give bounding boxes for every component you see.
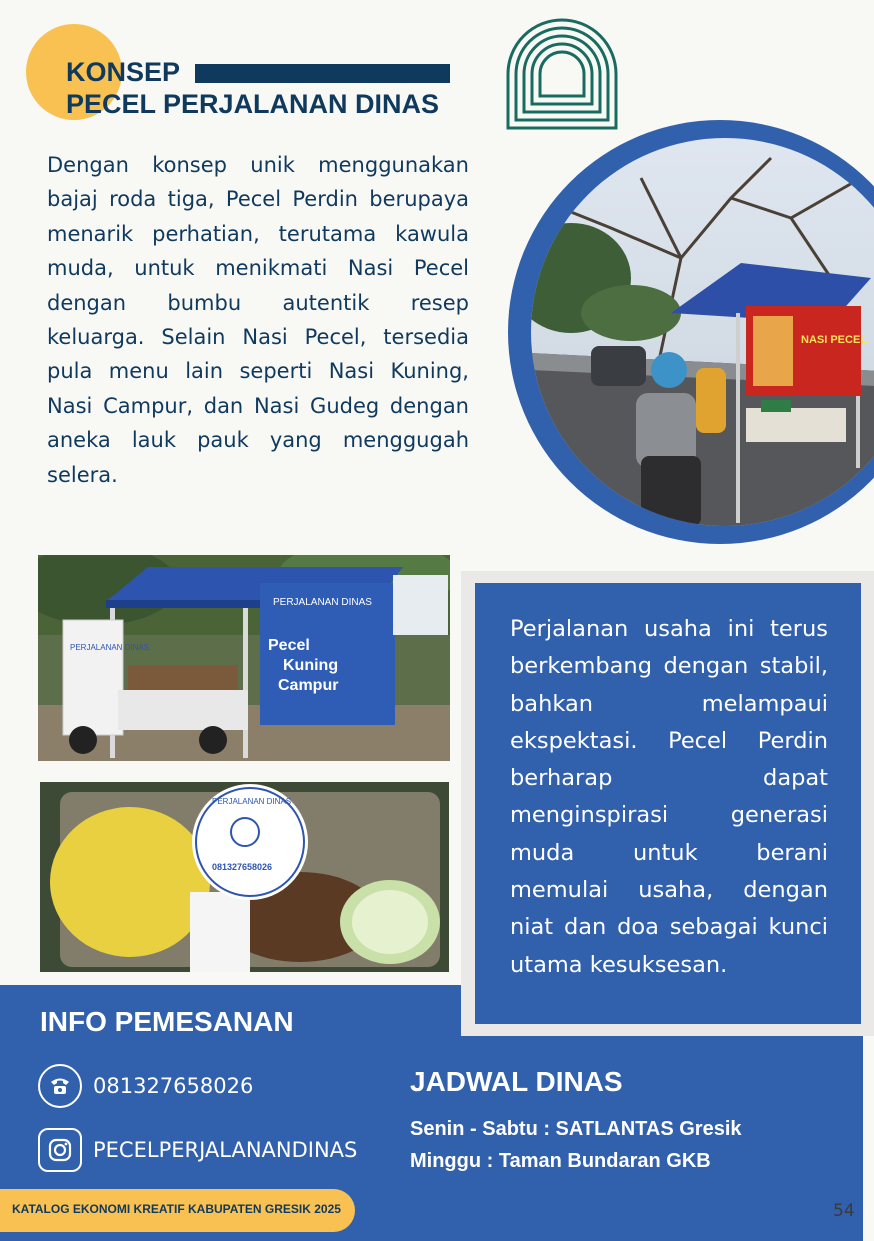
sticker-brand: PERJALANAN DINAS xyxy=(212,797,292,806)
page-title xyxy=(66,56,439,120)
cart-label: PERJALANAN DINAS xyxy=(70,643,150,652)
stall-banner-title: PERJALANAN DINAS xyxy=(273,597,372,608)
cart-stall-photo xyxy=(38,555,450,761)
food-box-photo xyxy=(40,782,449,972)
page-number: 54 xyxy=(833,1201,855,1221)
stall-banner-menu-1: Pecel xyxy=(268,637,310,654)
page-title-line2: PECEL PERJALANAN DINAS xyxy=(66,89,440,119)
instagram-handle[interactable]: PECELPERJALANANDINAS xyxy=(93,1138,358,1162)
stall-banner-menu-3: Campur xyxy=(278,677,339,694)
quote-paragraph: Perjalanan usaha ini terus berkembang dengan stabil, bahkan melampaui ekspektasi. Pecel Perdin berharap dapat menginspirasi generasi muda untuk berani memulai usaha, dengan niat dan doa sebagai kunci utama kesuksesan. xyxy=(510,616,828,978)
schedule-line-sunday: Minggu : Taman Bundaran GKB xyxy=(410,1150,711,1172)
catalog-footer-text: KATALOG EKONOMI KREATIF KABUPATEN GRESIK 2025 xyxy=(12,1202,341,1216)
info-heading: INFO PEMESANAN xyxy=(40,1006,294,1037)
sticker-phone: 081327658026 xyxy=(212,862,273,872)
stall-banner-menu-2: Kuning xyxy=(283,657,339,674)
intro-paragraph: Dengan konsep unik menggunakan bajaj roda tiga, Pecel Perdin berupaya menarik perhatian, terutama kawula muda, untuk menikmati Nasi Pecel dengan bumbu autentik resep keluarga. Selain Nasi Pecel, tersedia pula menu lain seperti Nasi Kuning, Nasi Campur, dan Nasi Gudeg dengan aneka lauk pauk yang menggugah selera. xyxy=(47,153,469,487)
schedule-heading: JADWAL DINAS xyxy=(410,1066,623,1097)
arch-logo-icon xyxy=(504,16,620,132)
page-title-line1: KONSEP xyxy=(66,57,181,87)
phone-icon xyxy=(38,1064,82,1108)
schedule-line-weekdays: Senin - Sabtu : SATLANTAS Gresik xyxy=(410,1118,742,1140)
instagram-icon xyxy=(38,1128,82,1172)
phone-number[interactable]: 081327658026 xyxy=(93,1074,254,1098)
circle-banner-text: NASI PECEL xyxy=(801,334,868,346)
